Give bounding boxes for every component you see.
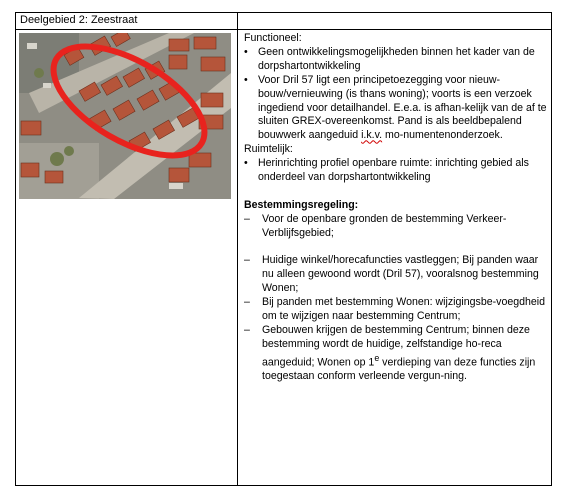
spellcheck-flagged-word: i.k.v. — [361, 129, 383, 142]
column-divider — [237, 13, 238, 485]
table-header-title: Deelgebied 2: Zeestraat — [20, 14, 138, 26]
dash-marker: – — [244, 324, 250, 336]
ruimtelijk-item: • Herinrichting profiel openbare ruimte: inrichting gebied als onderdeel van dorpshartontwikkeling — [244, 157, 529, 184]
bestemming-item: – Gebouwen krijgen de bestemming Centrum; binnen deze bestemming wordt de huidige, zelfstandige ho-reca aangeduid; Wonen op 1e verdieping van deze functies zijn toegestaan conform verleende vergun-ning. — [244, 324, 536, 383]
dash-marker: – — [244, 212, 250, 225]
dash-marker: – — [244, 296, 250, 309]
superscript-e: e — [374, 352, 380, 363]
bullet-marker: • — [244, 157, 248, 170]
bullet-marker: • — [244, 73, 248, 86]
info-table — [15, 12, 552, 486]
bestemming-heading: Bestemmingsregeling: — [244, 198, 359, 211]
dash-marker: – — [244, 254, 250, 267]
functioneel-item: • Geen ontwikkelingsmogelijkheden binnen het kader van de dorpshartontwikkeling — [244, 45, 535, 72]
header-divider — [16, 29, 551, 30]
ruimtelijk-heading: Ruimtelijk: — [244, 143, 293, 156]
functioneel-heading: Functioneel: — [244, 32, 302, 44]
description-column — [244, 32, 550, 384]
bestemming-item: – Voor de openbare gronden de bestemming Verkeer-Verblijfsgebied; — [244, 212, 507, 239]
bullet-marker: • — [244, 45, 248, 58]
bestemming-item: – Bij panden met bestemming Wonen: wijzigingsbe-voegdheid om te wijzigen naar bestemming Centrum; — [244, 296, 546, 323]
functioneel-item: • Voor Dril 57 ligt een principetoezegging voor nieuw-bouw/vernieuwing (is thans woning); voorts is een verzoek ingediend voor detailhandel. E.e.a. is afhan-kelijk van de af te sluiten GREX-overeenkomst. Pand is als beeldbepalend bouwwerk aangeduid i.k.v. mo-numentenonderzoek. — [244, 73, 547, 142]
bestemming-item: – Huidige winkel/horecafuncties vastleggen; Bij panden waar nu alleen gewoond wordt (Dril 57), vooralsnog bestemming Wonen; — [244, 254, 539, 295]
aerial-photo — [19, 33, 231, 199]
